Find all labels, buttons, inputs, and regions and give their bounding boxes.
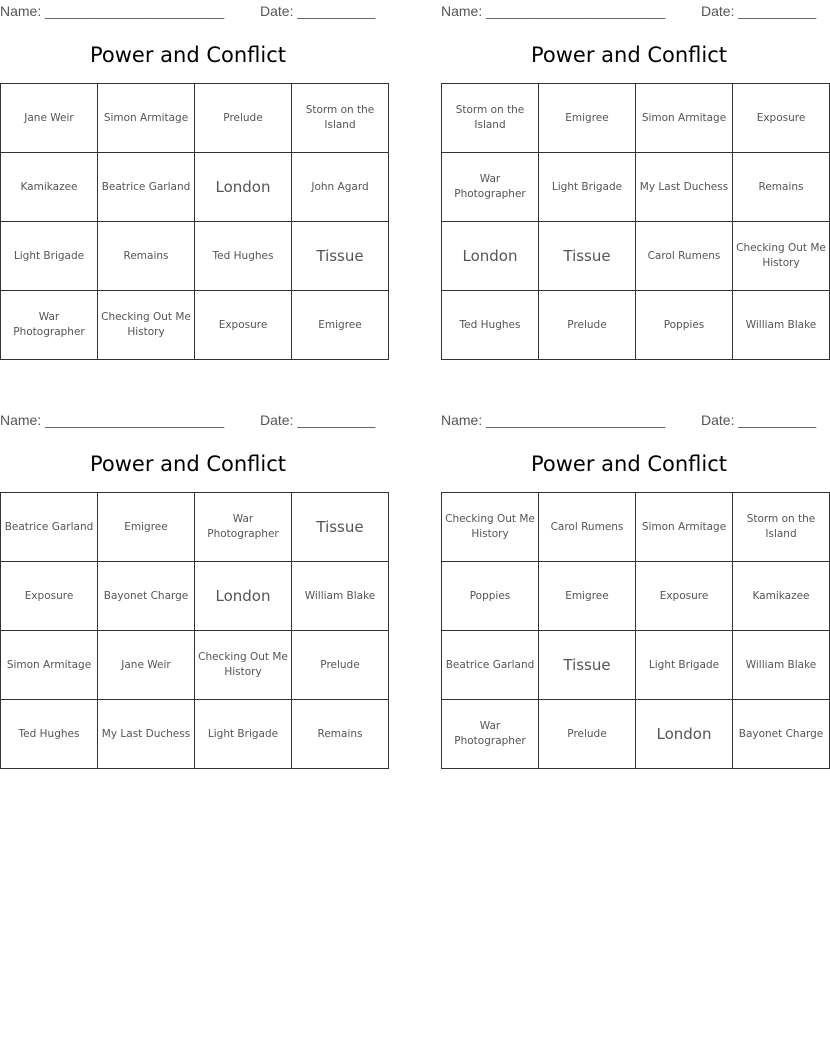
grid-cell: Jane Weir <box>98 631 195 700</box>
grid-cell: Light Brigade <box>195 700 292 769</box>
grid-cell: Tissue <box>292 222 389 291</box>
grid-row <box>1 222 389 291</box>
grid-row <box>1 700 389 769</box>
grid-cell: Emigree <box>539 84 636 153</box>
grid-cell: Kamikazee <box>1 153 98 222</box>
grid-row <box>442 222 830 291</box>
grid-cell: Prelude <box>195 84 292 153</box>
grid-row <box>442 291 830 360</box>
card-title: Power and Conflict <box>530 452 727 476</box>
name-date-line <box>0 0 376 22</box>
grid-row <box>1 562 389 631</box>
grid-cell: London <box>195 562 292 631</box>
grid-cell: Simon Armitage <box>98 84 195 153</box>
grid-cell: Prelude <box>539 291 636 360</box>
grid-cell: Prelude <box>292 631 389 700</box>
grid-cell: Ted Hughes <box>442 291 539 360</box>
grid-cell: Emigree <box>98 493 195 562</box>
grid-cell: War Photographer <box>195 493 292 562</box>
grid-cell: Light Brigade <box>1 222 98 291</box>
grid-cell: Bayonet Charge <box>98 562 195 631</box>
grid-cell: Emigree <box>292 291 389 360</box>
grid-cell: War Photographer <box>442 153 539 222</box>
grid-cell: Simon Armitage <box>1 631 98 700</box>
grid-cell: William Blake <box>733 291 830 360</box>
grid-cell: London <box>442 222 539 291</box>
grid-cell: Exposure <box>733 84 830 153</box>
card-title: Power and Conflict <box>89 452 286 476</box>
bingo-grid <box>441 83 830 360</box>
bingo-card-4 <box>441 409 824 747</box>
grid-cell: Tissue <box>292 493 389 562</box>
grid-cell: Storm on the Island <box>442 84 539 153</box>
grid-cell: Tissue <box>539 222 636 291</box>
grid-row <box>1 493 389 562</box>
grid-cell: Checking Out Me History <box>195 631 292 700</box>
name-date-line <box>441 0 817 22</box>
grid-cell: War Photographer <box>1 291 98 360</box>
grid-cell: Remains <box>98 222 195 291</box>
grid-cell: Checking Out Me History <box>98 291 195 360</box>
grid-cell: Exposure <box>1 562 98 631</box>
date-field-label[interactable]: Date: __________ <box>260 3 376 19</box>
grid-cell: London <box>195 153 292 222</box>
grid-cell: Kamikazee <box>733 562 830 631</box>
grid-cell: Checking Out Me History <box>733 222 830 291</box>
grid-cell: Storm on the Island <box>292 84 389 153</box>
grid-cell: Remains <box>292 700 389 769</box>
grid-cell: Checking Out Me History <box>442 493 539 562</box>
grid-cell: Carol Rumens <box>539 493 636 562</box>
name-field-label[interactable]: Name: _______________________ <box>441 412 666 428</box>
grid-row <box>442 153 830 222</box>
bingo-card-2 <box>441 0 826 331</box>
grid-row <box>1 631 389 700</box>
card-title: Power and Conflict <box>89 43 286 67</box>
name-field-label[interactable]: Name: _______________________ <box>441 3 666 19</box>
grid-cell: Jane Weir <box>1 84 98 153</box>
grid-cell: Tissue <box>539 631 636 700</box>
grid-cell: Storm on the Island <box>733 493 830 562</box>
grid-cell: My Last Duchess <box>636 153 733 222</box>
bingo-card-1 <box>0 0 376 338</box>
grid-cell: Exposure <box>195 291 292 360</box>
grid-cell: Emigree <box>539 562 636 631</box>
grid-row <box>442 84 830 153</box>
grid-cell: John Agard <box>292 153 389 222</box>
grid-cell: Ted Hughes <box>195 222 292 291</box>
grid-cell: Bayonet Charge <box>733 700 830 769</box>
grid-cell: Simon Armitage <box>636 84 733 153</box>
grid-cell: Poppies <box>636 291 733 360</box>
grid-cell: Carol Rumens <box>636 222 733 291</box>
grid-cell: Remains <box>733 153 830 222</box>
bingo-grid <box>441 492 830 769</box>
grid-cell: War Photographer <box>442 700 539 769</box>
bingo-grid <box>0 83 389 360</box>
grid-cell: Exposure <box>636 562 733 631</box>
grid-row <box>442 562 830 631</box>
name-date-line <box>0 409 376 431</box>
grid-cell: My Last Duchess <box>98 700 195 769</box>
grid-cell: Simon Armitage <box>636 493 733 562</box>
grid-cell: William Blake <box>733 631 830 700</box>
grid-cell: Prelude <box>539 700 636 769</box>
grid-row <box>442 631 830 700</box>
name-field-label[interactable]: Name: _______________________ <box>0 3 225 19</box>
grid-cell: London <box>636 700 733 769</box>
card-title: Power and Conflict <box>530 43 727 67</box>
date-field-label[interactable]: Date: __________ <box>260 412 376 428</box>
grid-row <box>442 493 830 562</box>
grid-cell: Light Brigade <box>636 631 733 700</box>
grid-cell: Poppies <box>442 562 539 631</box>
grid-row <box>442 700 830 769</box>
bingo-grid <box>0 492 389 769</box>
date-field-label[interactable]: Date: __________ <box>701 412 817 428</box>
grid-row <box>1 153 389 222</box>
grid-cell: Beatrice Garland <box>442 631 539 700</box>
grid-cell: William Blake <box>292 562 389 631</box>
grid-cell: Beatrice Garland <box>1 493 98 562</box>
name-date-line <box>441 409 817 431</box>
bingo-card-3 <box>0 409 376 740</box>
grid-row <box>1 291 389 360</box>
grid-cell: Beatrice Garland <box>98 153 195 222</box>
date-field-label[interactable]: Date: __________ <box>701 3 817 19</box>
name-field-label[interactable]: Name: _______________________ <box>0 412 225 428</box>
grid-cell: Light Brigade <box>539 153 636 222</box>
grid-row <box>1 84 389 153</box>
grid-cell: Ted Hughes <box>1 700 98 769</box>
